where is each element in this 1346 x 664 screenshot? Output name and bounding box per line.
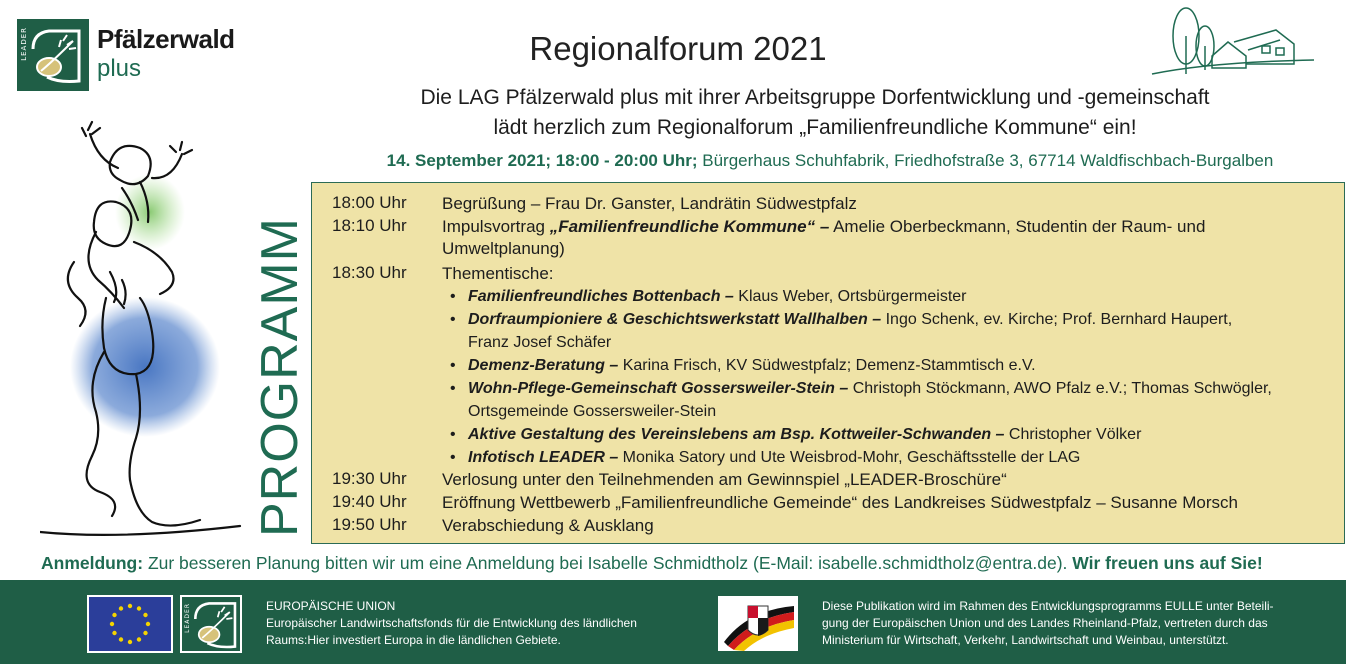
thementisch-text: Ingo Schenk, ev. Kirche; Prof. Bernhard Haupert, [881, 311, 1233, 328]
program-desc: Thementische: [442, 264, 554, 283]
registration-closing: Wir freuen uns auf Sie! [1072, 553, 1263, 573]
thementisch-item [450, 423, 1320, 446]
program-time: 19:40 Uhr [332, 492, 407, 511]
event-location: Bürgerhaus Schuhfabrik, Friedhofstraße 3, 67714 Waldfischbach-Burgalben [697, 151, 1274, 170]
thementisch-title: Aktive Gestaltung des Vereinslebens am Bsp. Kottweiler-Schwanden – [468, 426, 1005, 443]
brand-sub: plus [97, 55, 142, 82]
thementisch-text: Klaus Weber, Ortsbürgermeister [733, 288, 967, 305]
publication-line: Ministerium für Wirtschaft, Verkehr, Landwirtschaft und Weinbau, unterstützt. [822, 633, 1229, 647]
thementisch-text: Karina Frisch, KV Südwestpfalz; Demenz-Stammtisch e.V. [618, 357, 1036, 374]
leaf-emblem-icon [191, 600, 241, 650]
thementisch-text: Monika Satory und Ute Weisbrod-Mohr, Geschäftsstelle der LAG [618, 449, 1081, 466]
program-desc: Verlosung unter den Teilnehmenden am Gewinnspiel „LEADER-Broschüre“ [442, 470, 1007, 489]
subtitle-line-1: Die LAG Pfälzerwald plus mit ihrer Arbeitsgruppe Dorfentwicklung und -gemeinschaft [420, 86, 1210, 109]
thementisch-item [450, 377, 1320, 423]
child-on-shoulders-illustration [40, 112, 260, 542]
publication-notice [822, 598, 1322, 649]
thementisch-title: Dorfraumpioniere & Geschichtswerkstatt Wallhalben – [468, 311, 882, 328]
leader-small-text: LEADER [184, 603, 191, 633]
thementisch-title: Demenz-Beratung – [468, 357, 619, 374]
registration-label: Anmeldung: [41, 553, 144, 573]
page-title: Regionalforum 2021 [529, 30, 827, 67]
program-desc-part: Umweltplanung) [442, 239, 565, 258]
subtitle-line-2: lädt herzlich zum Regionalforum „Familienfreundliche Kommune“ ein! [493, 116, 1137, 139]
eu-title: EUROPÄISCHE UNION [266, 599, 396, 613]
program-desc: Begrüßung – Frau Dr. Ganster, Landrätin Südwestpfalz [442, 194, 857, 213]
event-info [300, 151, 1346, 171]
programm-label-text: PROGRAMM [251, 217, 309, 537]
footer [0, 580, 1346, 664]
thementisch-text: Ortsgemeinde Gossersweiler-Stein [468, 403, 717, 420]
brand-name: Pfälzerwald [97, 24, 235, 54]
thementisch-text: Christoph Stöckmann, AWO Pfalz e.V.; Thomas Schwögler, [848, 380, 1272, 397]
thementisch-title: Infotisch LEADER – [468, 449, 619, 466]
program-time: 18:10 Uhr [332, 216, 407, 235]
thementisch-item [450, 354, 1320, 377]
eu-line: Raums:Hier investiert Europa in die ländlichen Gebiete. [266, 633, 561, 647]
program-time: 18:30 Uhr [332, 263, 407, 282]
thementisch-text: Christopher Völker [1004, 426, 1142, 443]
thementisch-title: Familienfreundliches Bottenbach – [468, 288, 734, 305]
thementisch-item [450, 446, 1320, 469]
program-time: 19:30 Uhr [332, 469, 407, 488]
thementisch-item [450, 308, 1320, 354]
registration-text: Zur besseren Planung bitten wir um eine Anmeldung bei Isabelle Schmidtholz (E-Mail: isabelle.schmidtholz@entra.de). [143, 553, 1073, 573]
program-desc-part: Amelie Oberbeckmann, Studentin der Raum- und [829, 217, 1206, 236]
program-desc [442, 216, 1322, 260]
thementisch-item [450, 285, 1320, 308]
eu-funding-text [266, 598, 686, 649]
publication-line: Diese Publikation wird im Rahmen des Entwicklungsprogramms EULLE unter Beteili- [822, 599, 1274, 613]
rlp-coat-of-arms-icon [718, 596, 798, 651]
event-date: 14. September 2021; 18:00 - 20:00 Uhr; [386, 151, 698, 170]
program-time: 19:50 Uhr [332, 515, 407, 534]
program-box [311, 182, 1345, 544]
eu-line: Europäischer Landwirtschaftsfonds für die Entwicklung des ländlichen [266, 616, 637, 630]
eu-flag-icon [87, 595, 173, 653]
program-desc-emphasis: „Familienfreundliche Kommune“ – [549, 217, 830, 236]
program-desc: Verabschiedung & Ausklang [442, 516, 654, 535]
program-desc-part: Impulsvortrag [442, 217, 550, 236]
leader-small-logo [180, 595, 242, 653]
program-time: 18:00 Uhr [332, 193, 407, 212]
publication-line: gung der Europäischen Union und des Landes Rheinland-Pfalz, vertreten durch das [822, 616, 1268, 630]
program-desc: Eröffnung Wettbewerb „Familienfreundliche Gemeinde“ des Landkreises Südwestpfalz – Susanne Morsch [442, 493, 1238, 512]
village-house-icon [1150, 4, 1318, 76]
registration-note [41, 553, 1331, 574]
logo-side-text: LEADER [20, 27, 28, 61]
programm-vertical-label [250, 217, 310, 537]
thementisch-text: Franz Josef Schäfer [468, 334, 612, 351]
thementisch-title: Wohn-Pflege-Gemeinschaft Gossersweiler-Stein – [468, 380, 849, 397]
